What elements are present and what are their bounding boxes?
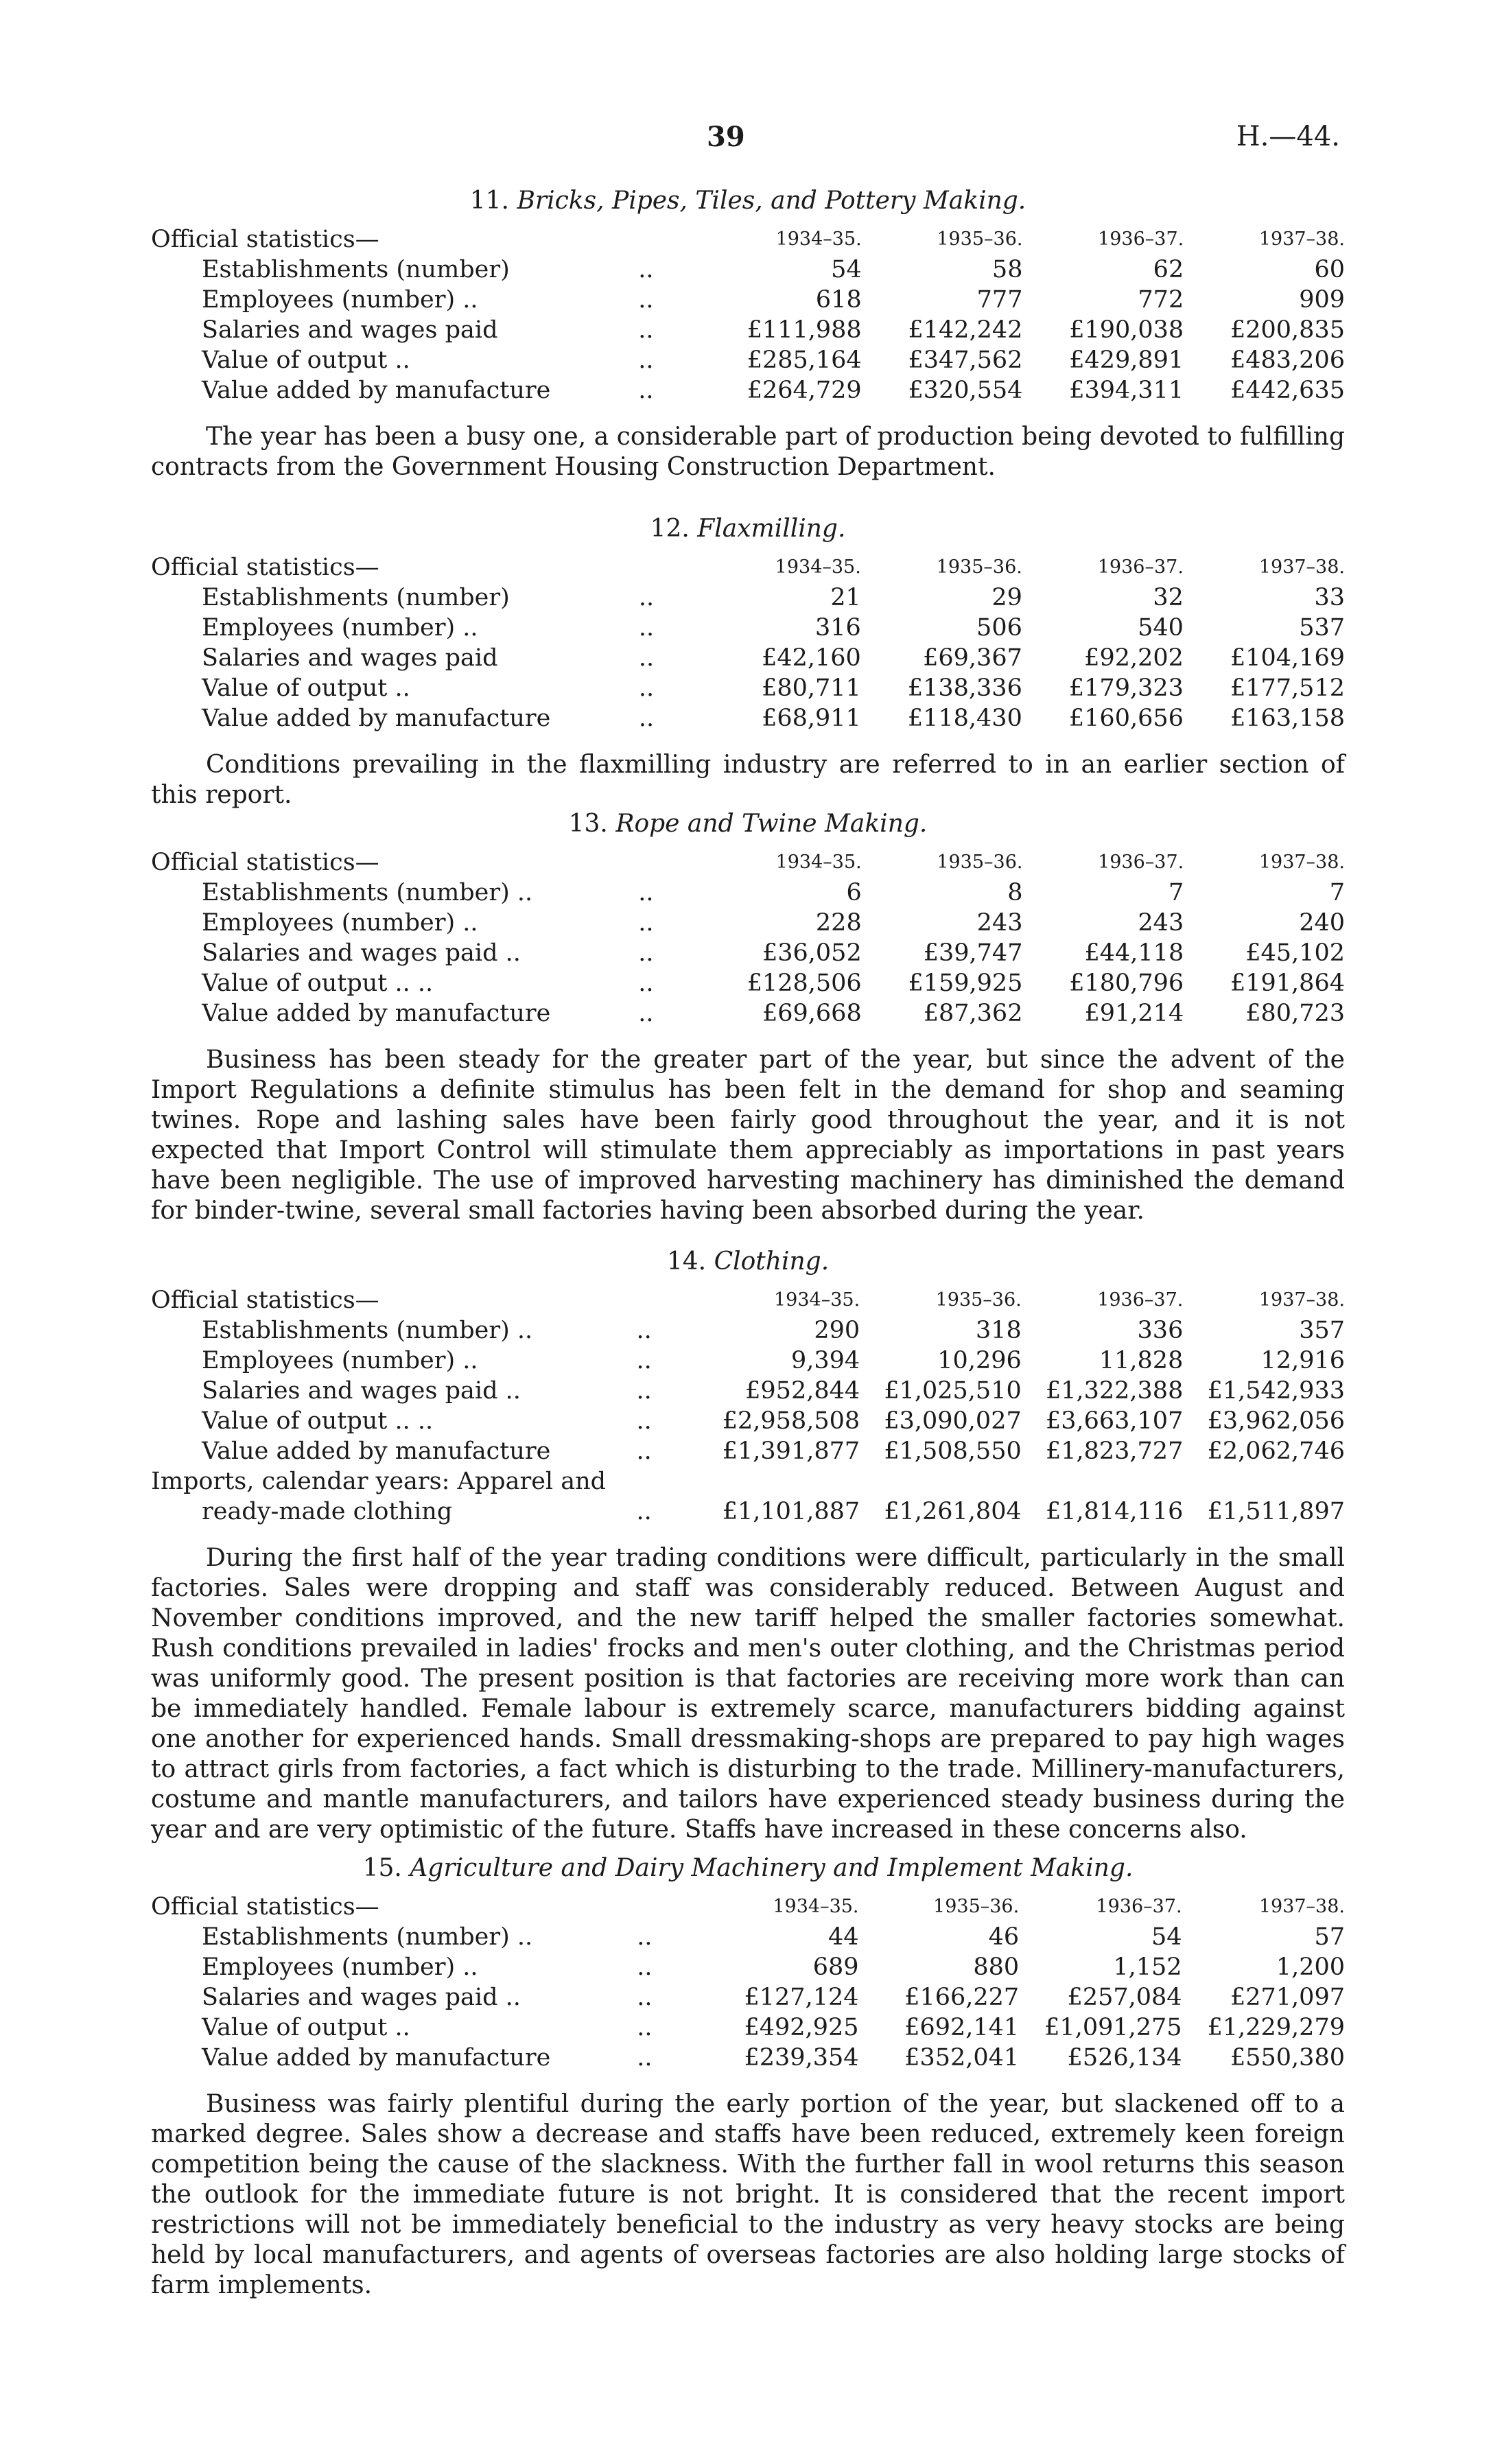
table-cell-value: 243 — [1138, 909, 1184, 937]
table-cell-value: £177,512 — [1230, 674, 1345, 702]
table-row — [151, 1346, 1345, 1376]
table-cell-value: £1,511,897 — [1207, 1498, 1345, 1525]
table-row — [151, 703, 1345, 734]
row-label: Value added by manufacture — [202, 377, 551, 404]
row-label: Value added by manufacture — [202, 2044, 551, 2072]
statistics-table — [151, 224, 1345, 406]
table-row — [151, 1376, 1345, 1406]
leader-dots: .. — [638, 879, 654, 906]
leader-dots: .. — [638, 377, 654, 404]
table-cell-value: £39,747 — [923, 939, 1023, 967]
table-cell-value: 290 — [814, 1317, 860, 1344]
row-label: Salaries and wages paid .. — [202, 1377, 521, 1405]
table-row — [151, 1922, 1345, 1952]
table-cell-value: £179,323 — [1068, 674, 1184, 702]
row-label: Value of output .. .. — [202, 1407, 434, 1435]
table-cell-value: 58 — [991, 256, 1023, 283]
table-row — [151, 2013, 1345, 2043]
table-cell-value: 1937–38. — [1258, 852, 1345, 873]
table-cell-value: 44 — [827, 1923, 859, 1951]
row-label: Official statistics— — [151, 1287, 379, 1314]
table-cell-value: £257,084 — [1067, 1984, 1182, 2011]
table-cell-value: 57 — [1314, 1923, 1345, 1951]
table-cell-value: £36,052 — [762, 939, 862, 967]
table-cell-value: 29 — [991, 584, 1022, 611]
section-flaxmilling — [151, 515, 1345, 835]
leader-dots — [637, 1285, 712, 1315]
leader-dots — [639, 552, 715, 583]
row-label: Value of output .. — [202, 2014, 410, 2041]
table-cell-value: £191,864 — [1230, 970, 1345, 997]
table-cell-value: £1,261,804 — [884, 1498, 1022, 1525]
row-label: Employees (number) .. — [202, 909, 478, 937]
table-cell-value: £45,102 — [1245, 939, 1345, 967]
row-label: Salaries and wages paid .. — [202, 939, 521, 967]
table-cell-value: £160,656 — [1068, 705, 1184, 732]
row-label: Value added by manufacture — [202, 1000, 551, 1027]
table-cell-value: 1936–37. — [1097, 556, 1184, 578]
row-label: Salaries and wages paid .. — [202, 1984, 521, 2011]
table-cell-value: 1934–35. — [775, 556, 861, 578]
table-cell-value: £200,835 — [1230, 316, 1345, 344]
table-cell-value: £159,925 — [908, 970, 1023, 997]
table-cell-value: 506 — [976, 614, 1022, 642]
section-title: 11. Bricks, Pipes, Tiles, and Pottery Making. — [469, 187, 1026, 215]
row-label: Salaries and wages paid — [202, 644, 498, 672]
table-cell-value: £1,229,279 — [1207, 2014, 1345, 2041]
table-cell-value: 318 — [975, 1317, 1022, 1344]
leader-dots: .. — [637, 1984, 653, 2011]
table-cell-value: £442,635 — [1230, 377, 1345, 404]
table-cell-value: 11,828 — [1099, 1347, 1184, 1374]
table-cell-value: £1,101,887 — [722, 1498, 860, 1525]
table-cell-value: 1934–35. — [774, 1289, 860, 1311]
leader-dots: .. — [636, 1317, 652, 1344]
table-cell-value: 540 — [1138, 614, 1184, 642]
table-cell-value: 54 — [1151, 1923, 1182, 1951]
table-cell-value: £550,380 — [1230, 2044, 1345, 2072]
table-cell-value — [711, 1466, 860, 1497]
table-cell-value: £264,729 — [747, 377, 862, 404]
row-label: Value added by manufacture — [202, 1438, 551, 1465]
table-cell-value: 12,916 — [1260, 1347, 1345, 1374]
row-label: Establishments (number) .. — [202, 1317, 533, 1344]
row-label: Official statistics— — [151, 1893, 379, 1921]
table-cell-value: £142,242 — [908, 316, 1023, 344]
row-label: Establishments (number) — [202, 584, 510, 611]
leader-dots: .. — [638, 674, 655, 702]
table-cell-value: £80,711 — [762, 674, 861, 702]
table-cell-value: 243 — [976, 909, 1023, 937]
leader-dots: .. — [638, 316, 654, 344]
table-cell-value: £3,663,107 — [1045, 1407, 1184, 1435]
section-agriculture-machinery — [151, 1854, 1345, 2325]
row-label: Official statistics— — [151, 226, 379, 253]
table-cell-value: £320,554 — [908, 377, 1023, 404]
leader-dots: .. — [638, 970, 654, 997]
leader-dots — [638, 224, 714, 255]
table-cell-value: 54 — [831, 256, 862, 283]
table-cell-value: 1,200 — [1276, 1953, 1345, 1981]
row-label: Imports, calendar years: Apparel and — [151, 1468, 607, 1495]
row-label: ready-made clothing — [202, 1498, 453, 1525]
table-row — [151, 1406, 1345, 1436]
table-row — [151, 1436, 1345, 1466]
table-cell-value: £492,925 — [744, 2014, 859, 2041]
statistics-table — [151, 1892, 1345, 2073]
year-header-row — [151, 1285, 1345, 1315]
table-cell-value: 6 — [846, 879, 862, 906]
leader-dots: .. — [637, 2014, 653, 2041]
table-cell-value: 7 — [1329, 879, 1345, 906]
table-row — [151, 613, 1345, 643]
table-cell-value: 1934–35. — [775, 228, 862, 250]
leader-dots: .. — [636, 1438, 652, 1465]
year-header-row — [151, 552, 1345, 583]
table-cell-value: £1,823,727 — [1045, 1438, 1184, 1465]
table-cell-value: 1935–36. — [937, 852, 1023, 873]
table-cell-value: £2,062,746 — [1207, 1438, 1345, 1465]
leader-dots: .. — [636, 1407, 652, 1435]
section-paragraph: The year has been a busy one, a considerable part of production being devoted to fulfilling contracts from the Government Housing Construction Department. — [151, 423, 1345, 481]
table-cell-value: 62 — [1153, 256, 1184, 283]
table-cell-value: 7 — [1168, 879, 1184, 906]
table-cell-value: £80,723 — [1245, 1000, 1345, 1027]
table-cell-value: 909 — [1299, 286, 1345, 314]
table-cell-value: 880 — [973, 1953, 1020, 1981]
table-cell-value: £3,962,056 — [1207, 1407, 1345, 1435]
table-row — [151, 1982, 1345, 2013]
table-cell-value: £692,141 — [904, 2014, 1020, 2041]
table-cell-value: £429,891 — [1069, 347, 1184, 374]
table-cell-value: £352,041 — [904, 2044, 1020, 2072]
leader-dots: .. — [637, 1923, 653, 1951]
leader-dots: .. — [638, 256, 654, 283]
table-cell-value: 8 — [1007, 879, 1023, 906]
table-cell-value: 1935–36. — [935, 1289, 1022, 1311]
leader-dots — [637, 1892, 712, 1922]
table-cell-value: £394,311 — [1069, 377, 1184, 404]
table-row — [151, 673, 1345, 703]
table-cell-value: 32 — [1153, 584, 1184, 611]
table-row — [151, 345, 1345, 375]
table-cell-value — [1183, 1466, 1345, 1497]
row-label: Salaries and wages paid — [202, 316, 498, 344]
table-cell-value: £526,134 — [1067, 2044, 1182, 2072]
leader-dots: .. — [638, 1000, 654, 1027]
leader-dots: .. — [637, 1953, 653, 1981]
table-cell-value: £91,214 — [1084, 1000, 1184, 1027]
table-cell-value: £347,562 — [908, 347, 1023, 374]
table-cell-value: £1,508,550 — [884, 1438, 1022, 1465]
table-cell-value: £87,362 — [923, 1000, 1023, 1027]
table-cell-value: £285,164 — [747, 347, 862, 374]
table-cell-value: £1,091,275 — [1044, 2014, 1182, 2041]
table-cell-value: £104,169 — [1230, 644, 1345, 672]
row-label: Value added by manufacture — [202, 705, 551, 732]
document-reference: H.—44. — [1236, 121, 1340, 152]
table-cell-value: £118,430 — [907, 705, 1022, 732]
leader-dots: .. — [638, 347, 654, 374]
table-cell-value: 21 — [830, 584, 861, 611]
year-header-row — [151, 224, 1345, 255]
table-cell-value — [1022, 1466, 1184, 1497]
imports-label-row — [151, 1466, 1345, 1497]
table-cell-value: 228 — [815, 909, 862, 937]
table-cell-value: £1,025,510 — [884, 1377, 1022, 1405]
section-title: 12. Flaxmilling. — [650, 515, 846, 543]
imports-row — [151, 1497, 1345, 1527]
leader-dots: .. — [638, 286, 654, 314]
statistics-table — [151, 552, 1345, 734]
table-row — [151, 375, 1345, 406]
section-title: 13. Rope and Twine Making. — [568, 810, 928, 838]
table-cell-value: 46 — [988, 1923, 1020, 1951]
table-row — [151, 1315, 1345, 1346]
table-row — [151, 968, 1345, 998]
row-label: Value of output .. .. — [202, 970, 434, 997]
leader-dots: .. — [638, 939, 654, 967]
leader-dots: .. — [636, 1377, 652, 1405]
table-cell-value: 618 — [815, 286, 862, 314]
table-cell-value: £68,911 — [762, 705, 861, 732]
row-label: Employees (number) .. — [202, 614, 478, 642]
table-row — [151, 255, 1345, 285]
table-cell-value: £44,118 — [1084, 939, 1184, 967]
table-cell-value: 1934–35. — [775, 852, 862, 873]
leader-dots: .. — [638, 909, 654, 937]
table-cell-value: 316 — [815, 614, 861, 642]
row-label: Employees (number) .. — [202, 1953, 478, 1981]
row-label: Establishments (number) .. — [202, 879, 533, 906]
table-cell-value: £69,367 — [923, 644, 1022, 672]
table-cell-value: £1,814,116 — [1045, 1498, 1184, 1525]
table-cell-value: 1,152 — [1113, 1953, 1182, 1981]
table-cell-value: 1934–35. — [773, 1896, 859, 1917]
table-row — [151, 1952, 1345, 1982]
table-cell-value — [860, 1466, 1022, 1497]
table-cell-value: £271,097 — [1230, 1984, 1345, 2011]
table-row — [151, 998, 1345, 1029]
page-number: 39 — [707, 121, 745, 153]
row-label: Official statistics— — [151, 554, 379, 581]
section-paragraph: During the first half of the year trading conditions were difficult, particularly in the small factories. Sales were dropping and staff was considerably reduced. Between August and November conditions improved, and the new tariff helped the smaller factories somewhat. Rush conditions prevailed in ladies' frocks and men's outer clothing, and the Christmas period was uniformly good. The present position is that factories are receiving more work than can be immediately handled. Female labour is extremely scarce, manufacturers bidding against one another for experienced hands. Small dressmaking-shops are prepared to pay high wages to attract girls from factories, a fact which is disturbing to the trade. Millinery-manufacturers, costume and mantle manufacturers, and tailors have experienced steady business during the year and are very optimistic of the future. Staffs have increased in these concerns also. — [151, 1544, 1345, 1844]
table-cell-value: 240 — [1299, 909, 1345, 937]
table-cell-value: £1,391,877 — [722, 1438, 860, 1465]
table-cell-value: 777 — [976, 286, 1023, 314]
leader-dots: .. — [638, 705, 655, 732]
section-rope-twine — [151, 810, 1345, 1251]
table-cell-value: £69,668 — [762, 1000, 862, 1027]
table-cell-value: £1,542,933 — [1207, 1377, 1345, 1405]
table-cell-value: £127,124 — [744, 1984, 859, 2011]
year-header-row — [151, 847, 1345, 878]
table-cell-value: 9,394 — [790, 1347, 860, 1374]
leader-dots: .. — [638, 584, 655, 611]
table-row — [151, 285, 1345, 315]
table-cell-value: £239,354 — [744, 2044, 859, 2072]
leader-dots: .. — [636, 1347, 652, 1374]
leader-dots — [638, 847, 714, 878]
row-label: Employees (number) .. — [202, 1347, 478, 1374]
leader-dots: .. — [638, 614, 655, 642]
table-cell-value: £163,158 — [1230, 705, 1345, 732]
row-label: Value of output .. — [202, 674, 410, 702]
leader-dots: .. — [637, 2044, 653, 2072]
table-cell-value: £180,796 — [1069, 970, 1184, 997]
row-label: Value of output .. — [202, 347, 410, 374]
table-cell-value: 1936–37. — [1098, 228, 1184, 250]
table-cell-value: 33 — [1314, 584, 1345, 611]
table-cell-value: 1937–38. — [1258, 556, 1345, 578]
table-cell-value: £138,336 — [907, 674, 1022, 702]
table-cell-value: 10,296 — [937, 1347, 1022, 1374]
table-cell-value: £166,227 — [904, 1984, 1020, 2011]
section-clothing — [151, 1247, 1345, 1870]
table-row — [151, 2043, 1345, 2073]
table-cell-value: 689 — [812, 1953, 859, 1981]
table-cell-value: 1936–37. — [1097, 1289, 1184, 1311]
table-cell-value: £190,038 — [1069, 316, 1184, 344]
section-paragraph: Business was fairly plentiful during the early portion of the year, but slackened off to a marked degree. Sales show a decrease and staffs have been reduced, extremely keen foreign competition being the cause of the slackness. With the further fall in wool returns this season the outlook for the immediate future is not bright. It is considered that the recent import restrictions will not be immediately beneficial to the industry as very heavy stocks are being held by local manufacturers, and agents of overseas factories are also holding large stocks of farm implements. — [151, 2090, 1345, 2299]
table-row — [151, 315, 1345, 345]
leader-dots: .. — [638, 644, 655, 672]
table-cell-value: £92,202 — [1084, 644, 1184, 672]
section-paragraph: Conditions prevailing in the flaxmilling industry are referred to in an earlier section of this report. — [151, 751, 1345, 809]
table-cell-value: £3,090,027 — [884, 1407, 1022, 1435]
table-cell-value: 1935–36. — [936, 556, 1022, 578]
table-row — [151, 938, 1345, 968]
table-cell-value: 1936–37. — [1098, 852, 1184, 873]
table-cell-value: 1937–38. — [1258, 1896, 1345, 1917]
row-label: Establishments (number) — [202, 256, 510, 283]
table-cell-value: 336 — [1137, 1317, 1184, 1344]
table-cell-value: 357 — [1299, 1317, 1345, 1344]
table-row — [151, 878, 1345, 908]
leader-dots: .. — [636, 1498, 652, 1525]
table-cell-value: 60 — [1314, 256, 1345, 283]
table-cell-value: 537 — [1299, 614, 1345, 642]
table-cell-value: £42,160 — [762, 644, 861, 672]
table-cell-value: 1937–38. — [1258, 228, 1345, 250]
section-title: 14. Clothing. — [666, 1247, 830, 1276]
table-cell-value: £128,506 — [747, 970, 862, 997]
statistics-table — [151, 847, 1345, 1029]
table-cell-value: 1936–37. — [1096, 1896, 1182, 1917]
table-cell-value: 1935–36. — [937, 228, 1023, 250]
table-cell-value: £952,844 — [745, 1377, 860, 1405]
table-row — [151, 908, 1345, 938]
table-cell-value: £111,988 — [747, 316, 862, 344]
table-row — [151, 643, 1345, 673]
table-row — [151, 583, 1345, 613]
row-label: Establishments (number) .. — [202, 1923, 533, 1951]
statistics-table — [151, 1285, 1345, 1527]
table-cell-value: £483,206 — [1230, 347, 1345, 374]
row-label: Official statistics— — [151, 849, 379, 876]
section-title: 15. Agriculture and Dairy Machinery and Implement Making. — [362, 1854, 1134, 1882]
section-bricks — [151, 187, 1345, 507]
year-header-row — [151, 1892, 1345, 1922]
table-cell-value: £1,322,388 — [1045, 1377, 1184, 1405]
table-cell-value: 772 — [1138, 286, 1184, 314]
table-cell-value: 1935–36. — [933, 1896, 1020, 1917]
table-cell-value: 1937–38. — [1258, 1289, 1345, 1311]
table-cell-value: £2,958,508 — [722, 1407, 860, 1435]
row-label: Employees (number) .. — [202, 286, 478, 314]
section-paragraph: Business has been steady for the greater part of the year, but since the advent of the Import Regulations a definite stimulus has been felt in the demand for shop and seaming twines. Rope and lashing sales have been fairly good throughout the year, and it is not expected that Import Control will stimulate them appreciably as importations in past years have been negligible. The use of improved harvesting machinery has diminished the demand for binder-twine, several small factories having been absorbed during the year. — [151, 1046, 1345, 1225]
